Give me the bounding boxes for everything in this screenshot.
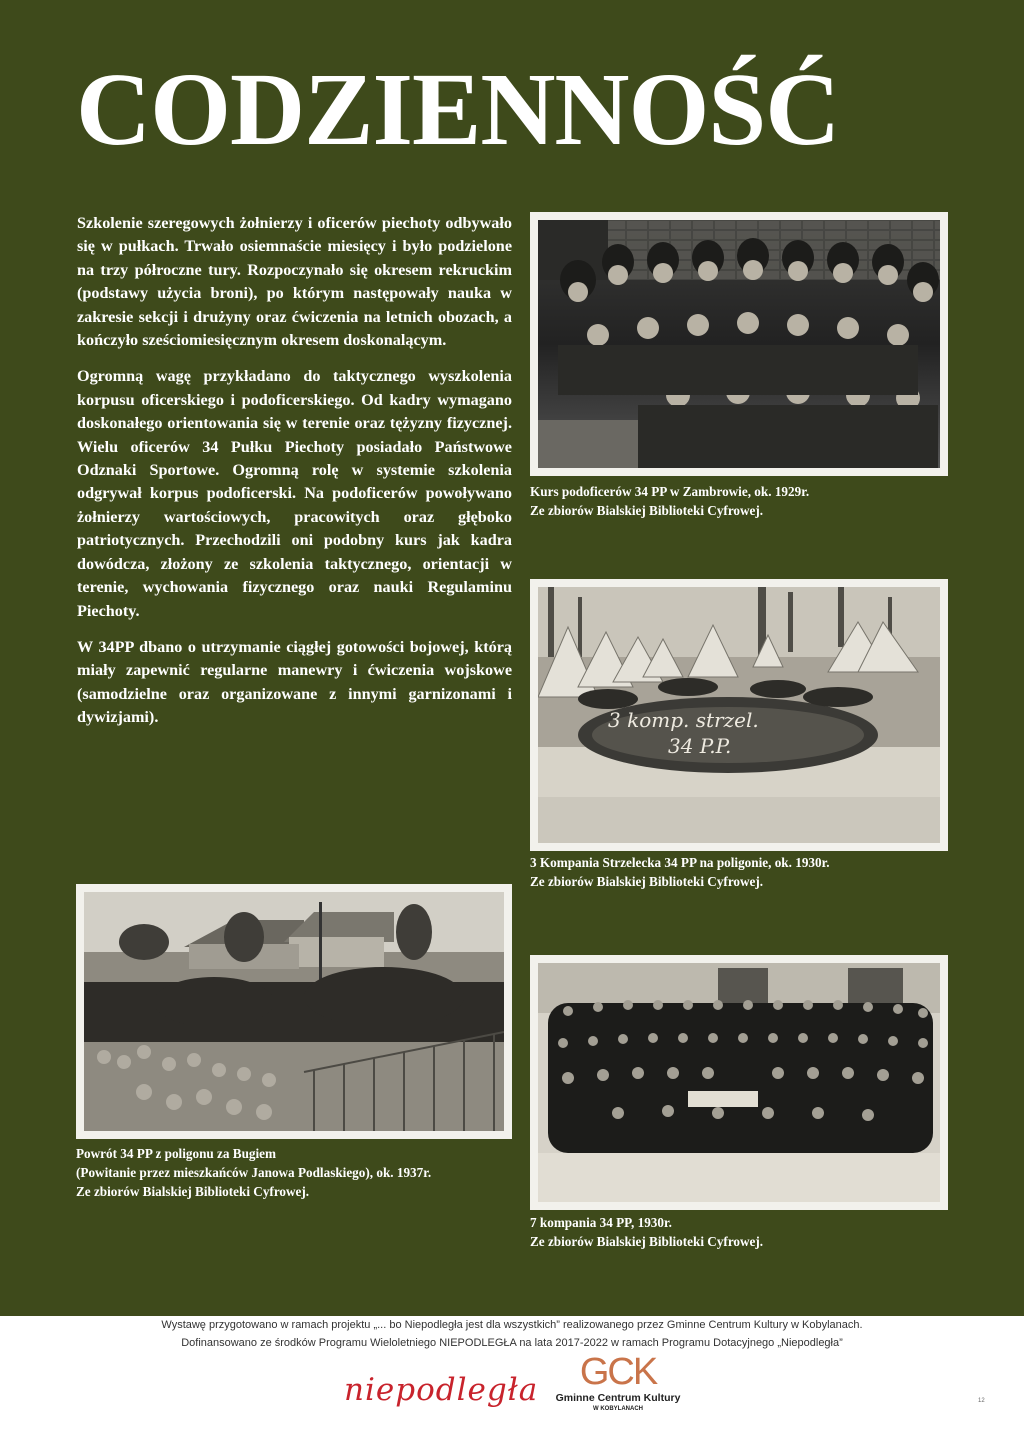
photo-7th-company: [530, 955, 948, 1210]
gck-location: W KOBYLANACH: [593, 1406, 643, 1412]
gck-name: Gminne Centrum Kultury: [555, 1392, 681, 1404]
photo-7th-company-caption: [530, 1213, 763, 1251]
photo-7th-company-image: [538, 963, 940, 1202]
photo-nco-course: [530, 212, 948, 476]
paragraph-1: Szkolenie szeregowych żołnierzy i oficerów piechoty odbywało się w pułkach. Trwało osiemnaście miesięcy i było podzielone na trzy półroczne tury. Rozpoczynało się okresem rekruckim (podstawy użycia broni), po którym następowały nauka w zakresie sekcji i drużyny oraz ćwiczenia na letnich obozach, a kończyło sześciomiesięcznym okresem doskonalącym.: [77, 214, 512, 350]
caption-title: 7 kompania 34 PP, 1930r.: [530, 1215, 672, 1230]
main-text: [77, 212, 512, 743]
camp-tents-image: [538, 587, 940, 843]
paragraph-3: W 34PP dbano o utrzymanie ciągłej gotowości bojowej, którą miały zapewnić regularne manewry i ćwiczenia wojskowe (samodzielne oraz organizowane z innymi garnizonami i dywizjami).: [77, 637, 512, 727]
caption-source: Ze zbiorów Bialskiej Biblioteki Cyfrowej.: [530, 1234, 764, 1249]
photo-return-parade: [76, 884, 512, 1139]
photo-3rd-company-caption: [530, 853, 830, 891]
photo-3rd-company-image: [538, 587, 940, 843]
caption-title: Powrót 34 PP z poligonu za Bugiem: [76, 1146, 277, 1161]
caption-source: Ze zbiorów Bialskiej Biblioteki Cyfrowej.: [76, 1184, 310, 1199]
photo-3rd-company: [530, 579, 948, 851]
sign-company-text: 3 komp. strzel.: [608, 708, 759, 732]
photo-return-parade-caption: [76, 1144, 431, 1201]
group-portrait-image: [538, 220, 940, 468]
caption-title: 3 Kompania Strzelecka 34 PP na poligonie, ok. 1930r.: [530, 855, 830, 870]
gck-mark: GCK: [579, 1351, 657, 1393]
caption-subtitle: (Powitanie przez mieszkańców Janowa Podlaskiego), ok. 1937r.: [76, 1165, 432, 1180]
caption-source: Ze zbiorów Bialskiej Biblioteki Cyfrowej.: [530, 503, 764, 518]
company-portrait-image: [538, 963, 940, 1202]
photo-nco-course-caption: [530, 482, 809, 520]
sign-regiment-text: 34 P.P.: [668, 734, 732, 758]
photo-return-parade-image: [84, 892, 504, 1131]
caption-title: Kurs podoficerów 34 PP w Zambrowie, ok. 1929r.: [530, 484, 810, 499]
footer-funding-line: Dofinansowano ze środków Programu Wieloletniego NIEPODLEGŁA na lata 2017-2022 w ramach Programu Dotacyjnego „Niepodległa”: [181, 1337, 843, 1349]
paragraph-2: Ogromną wagę przykładano do taktycznego wyszkolenia korpusu oficerskiego i podoficerskiego. Od kadry wymagano doskonałego orientowania się w terenie oraz tężyzny fizycznej. Wielu oficerów 34 Pułku Piechoty posiadało Państwowe Odznaki Sportowe. Ogromną rolę w systemie szkolenia odgrywał korpus podoficerski. Na podoficerów powoływano żołnierzy wartościowych, pracowitych oraz głęboko patriotycznych. Przechodzili oni podobny kurs jak kadra dowódcza, złożony ze szkolenia taktycznego, orientacji w terenie, wychowania fizycznego oraz nauki Regulaminu Piechoty.: [77, 367, 512, 620]
gck-logo: [548, 1352, 688, 1432]
photo-nco-course-image: [538, 220, 940, 468]
footer-project-line: Wystawę przygotowano w ramach projektu „... bo Niepodległa jest dla wszystkich” realizowanego przez Gminne Centrum Kultury w Kobylanach.: [161, 1319, 863, 1331]
niepodlegla-logo: niepodległa: [344, 1372, 539, 1408]
page-title: CODZIENNOŚĆ: [76, 52, 840, 167]
parade-image: [84, 892, 504, 1131]
page-number: 12: [978, 1398, 985, 1404]
caption-source: Ze zbiorów Bialskiej Biblioteki Cyfrowej.: [530, 874, 764, 889]
